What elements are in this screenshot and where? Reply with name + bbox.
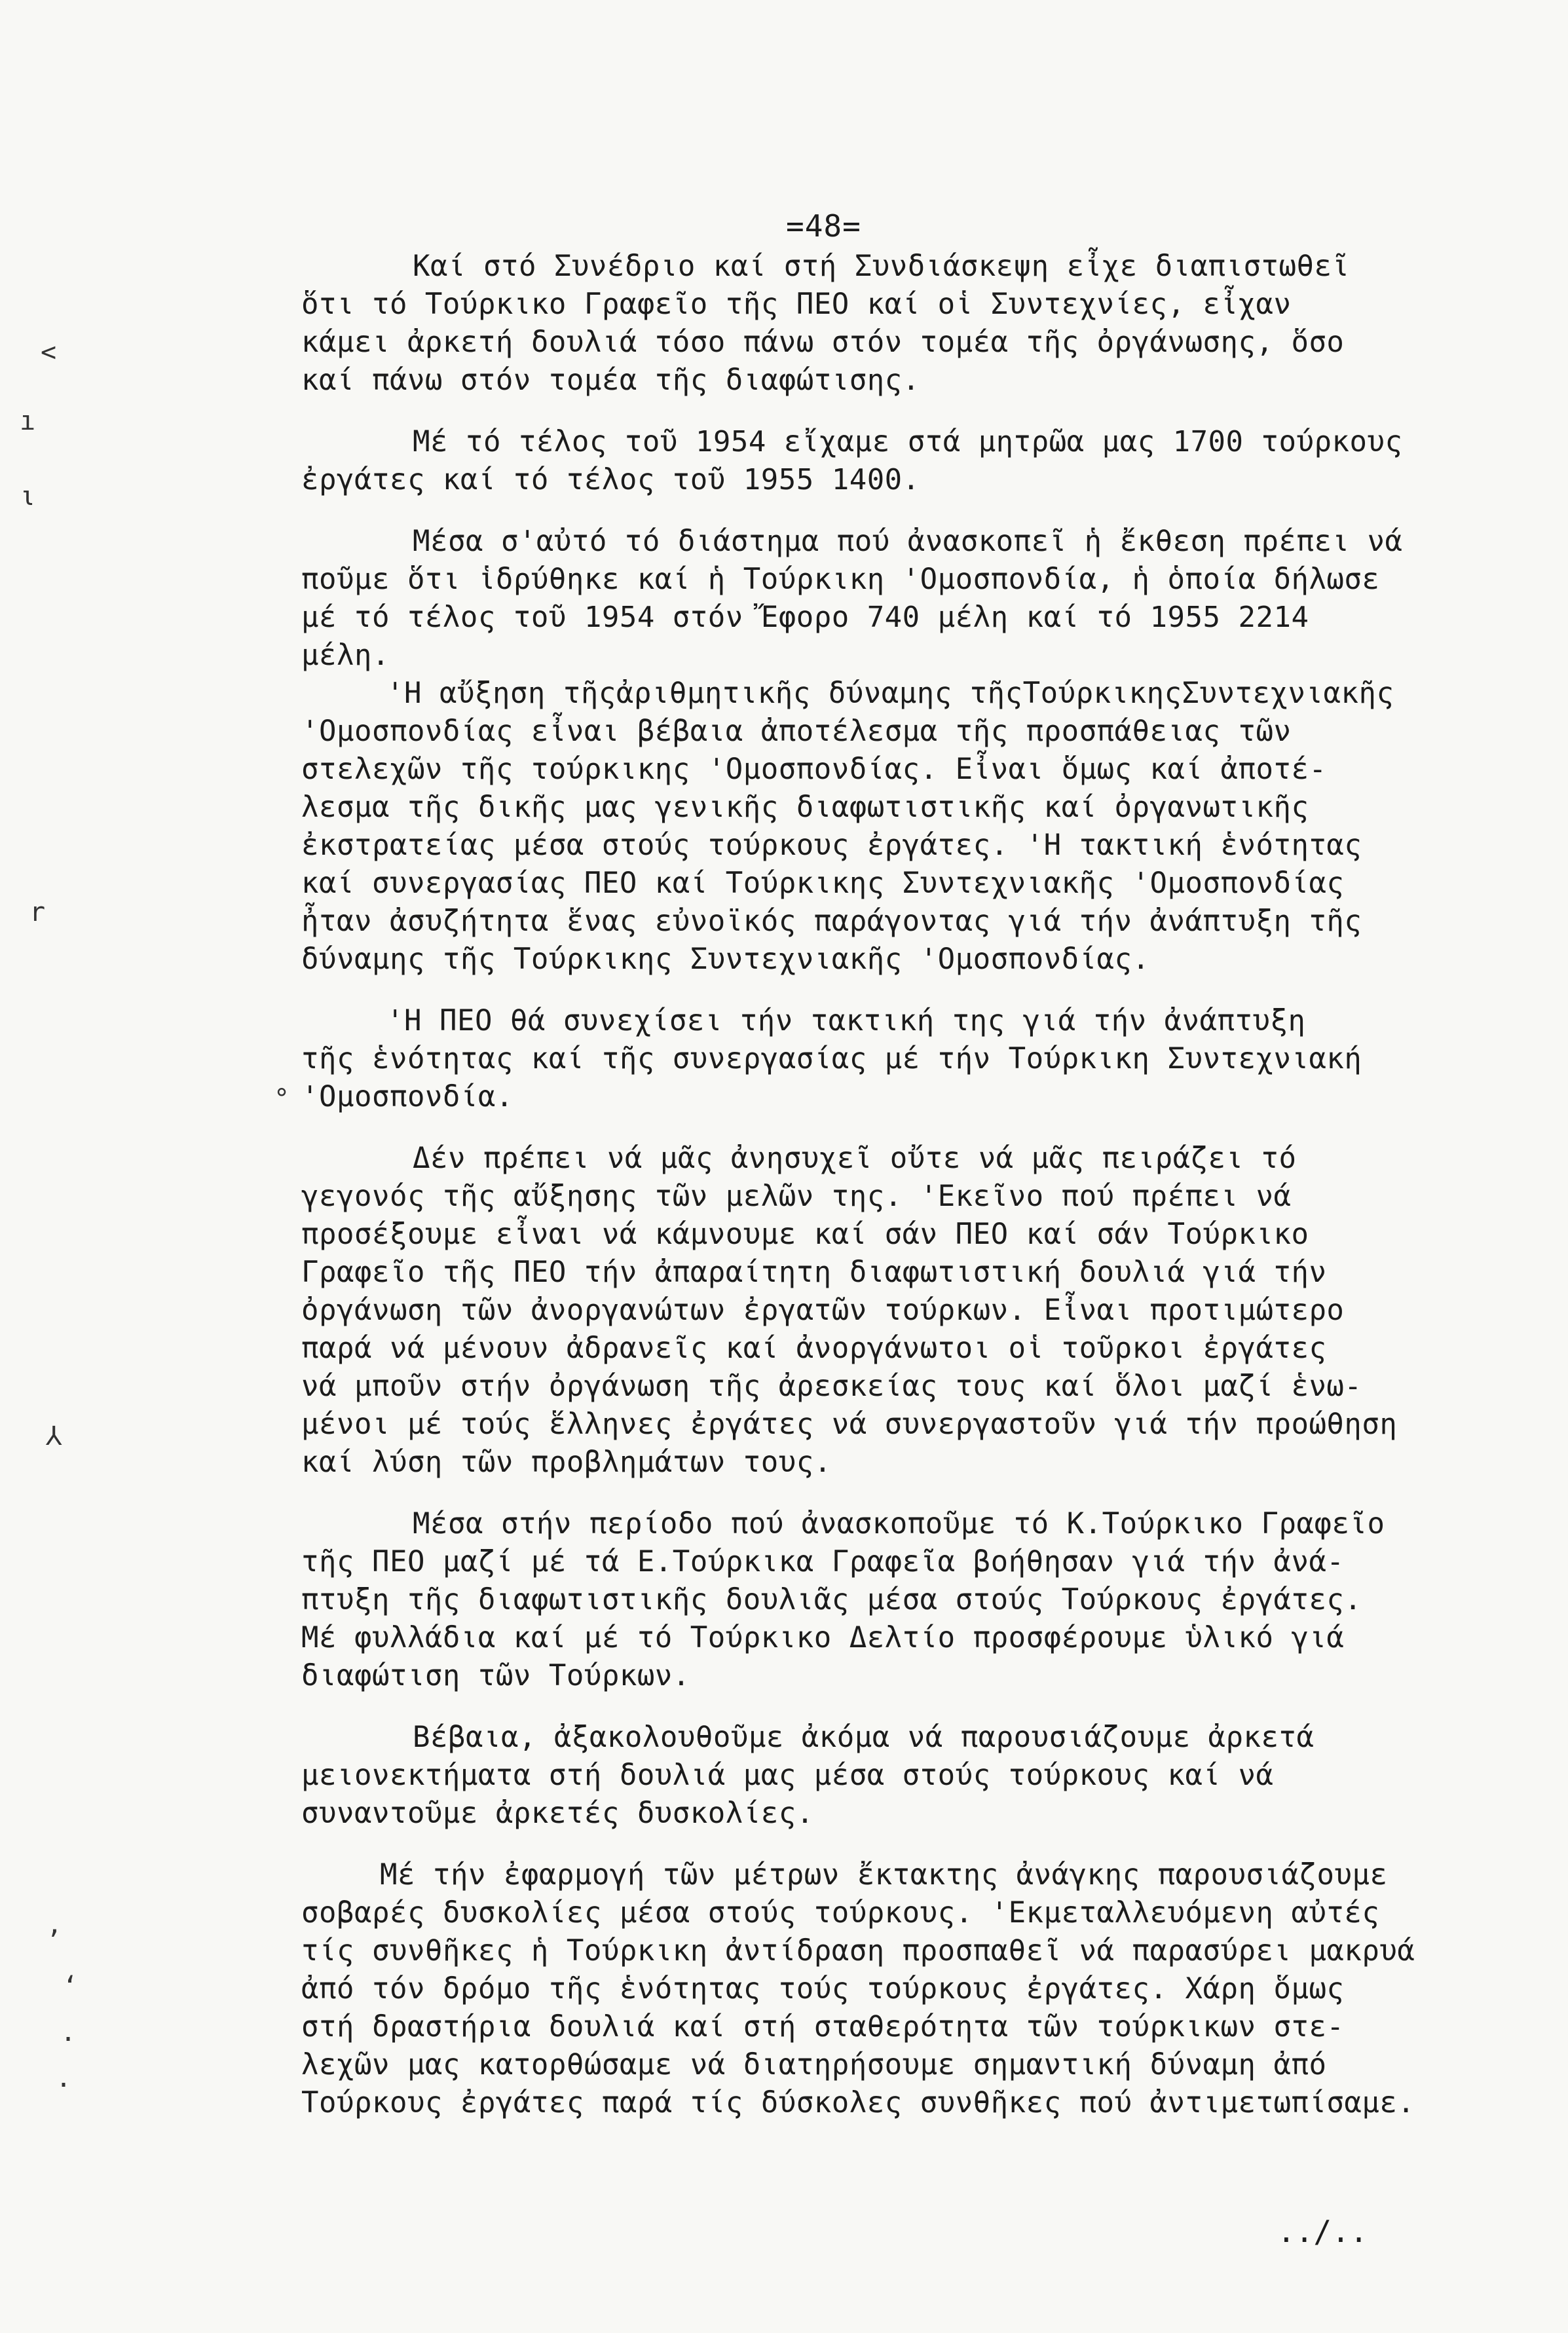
text-line: μειονεκτήματα στή δουλιά μας μέσα στούς τούρκους καί νά xyxy=(301,1759,1274,1792)
text-line: καί πάνω στόν τομέα τῆς διαφώτισης. xyxy=(301,364,920,397)
margin-mark: ⅄ xyxy=(46,1421,62,1451)
paragraph-2 xyxy=(301,423,1546,499)
body-text xyxy=(301,248,1546,2146)
text-line: συναντοῦμε ἀρκετές δυσκολίες. xyxy=(301,1797,814,1830)
text-line: Καί στό Συνέδριο καί στή Συνδιάσκεψη εἶχε διαπιστωθεῖ xyxy=(413,250,1350,283)
text-line: ἐκστρατείας μέσα στούς τούρκους ἐργάτες. 'Η τακτική ἑνότητας xyxy=(301,829,1362,862)
text-line: παρά νά μένουν ἀδρανεῖς καί ἀνοργάνωτοι οἱ τοῦρκοι ἐργάτες xyxy=(301,1332,1327,1365)
text-line: τῆς ΠΕΟ μαζί μέ τά Ε.Τούρκικα Γραφεῖα βοήθησαν γιά τήν ἀνά- xyxy=(301,1545,1345,1578)
paragraph-6 xyxy=(301,1505,1546,1695)
text-line: στή δραστήρια δουλιά καί στή σταθερότητα τῶν τούρκικων στε- xyxy=(301,2010,1345,2044)
text-line: τῆς ἑνότητας καί τῆς συνεργασίας μέ τήν Τούρκικη Συντεχνιακή xyxy=(301,1042,1362,1075)
paragraph-7 xyxy=(301,1719,1546,1833)
text-line: τίς συνθῆκες ἡ Τούρκικη ἀντίδραση προσπαθεῖ νά παρασύρει μακρυά xyxy=(301,1934,1415,1968)
text-line: Μέ τό τέλος τοῦ 1954 εἴχαμε στά μητρῶα μας 1700 τούρκους xyxy=(413,425,1403,458)
text-line: ὅτι τό Τούρκικο Γραφεῖο τῆς ΠΕΟ καί οἱ Συντεχνίες, εἶχαν xyxy=(301,288,1292,321)
paragraph-1 xyxy=(301,248,1546,400)
paragraph-4 xyxy=(301,1002,1546,1116)
margin-mark: ι xyxy=(20,481,36,512)
text-line: πτυξη τῆς διαφωτιστικῆς δουλιᾶς μέσα στούς Τούρκους ἐργάτες. xyxy=(301,1583,1362,1616)
text-line: διαφώτιση τῶν Τούρκων. xyxy=(301,1659,690,1692)
text-line: Μέ φυλλάδια καί μέ τό Τούρκικο Δελτίο προσφέρουμε ὑλικό γιά xyxy=(301,1621,1345,1654)
text-line: στελεχῶν τῆς τούρκικης 'Ομοσπονδίας. Εἶναι ὅμως καί ἀποτέ- xyxy=(301,753,1327,786)
text-line: Τούρκους ἐργάτες παρά τίς δύσκολες συνθῆκες πού ἀντιμετωπίσαμε. xyxy=(301,2086,1415,2119)
text-line: 'Η αὔξηση τῆςἀριθμητικῆς δύναμης τῆςΤούρκικηςΣυντεχνιακῆς xyxy=(386,677,1394,710)
margin-mark: ʻ xyxy=(62,1971,79,2002)
text-line: καί συνεργασίας ΠΕΟ καί Τούρκικης Συντεχνιακῆς 'Ομοσπονδίας xyxy=(301,867,1345,900)
margin-mark: ° xyxy=(274,1084,290,1114)
text-line: ὀργάνωση τῶν ἀνοργανώτων ἐργατῶν τούρκων. Εἶναι προτιμώτερο xyxy=(301,1294,1345,1327)
paragraph-5 xyxy=(301,1140,1546,1482)
page-number: =48= xyxy=(786,208,861,244)
text-line: προσέξουμε εἶναι νά κάμνουμε καί σάν ΠΕΟ καί σάν Τούρκικο xyxy=(301,1218,1309,1251)
text-line: 'Η ΠΕΟ θά συνεχίσει τήν τακτική της γιά τήν ἀνάπτυξη xyxy=(386,1004,1306,1037)
text-line: Μέ τήν ἐφαρμογή τῶν μέτρων ἔκτακτης ἀνάγκης παρουσιάζουμε xyxy=(380,1858,1388,1892)
text-line: καί λύση τῶν προβλημάτων τους. xyxy=(301,1446,832,1479)
text-line: νά μποῦν στήν ὀργάνωση τῆς ἀρεσκείας τους καί ὅλοι μαζί ἑνω- xyxy=(301,1370,1362,1403)
text-line: μέ τό τέλος τοῦ 1954 στόν Ἔφορο 740 μέλη καί τό 1955 2214 xyxy=(301,601,1309,634)
margin-mark: ʼ xyxy=(46,1926,62,1956)
text-line: γεγονός τῆς αὔξησης τῶν μελῶν της. 'Εκεῖνο πού πρέπει νά xyxy=(301,1180,1292,1213)
continuation-mark: ../.. xyxy=(1277,2214,1368,2249)
text-line: ἀπό τόν δρόμο τῆς ἑνότητας τούς τούρκους ἐργάτες. Χάρη ὅμως xyxy=(301,1972,1345,2006)
text-line: κάμει ἀρκετή δουλιά τόσο πάνω στόν τομέα τῆς ὀργάνωσης, ὅσο xyxy=(301,326,1345,359)
text-line: 'Ομοσπονδίας εἶναι βέβαια ἀποτέλεσμα τῆς προσπάθειας τῶν xyxy=(301,715,1292,748)
margin-mark: . xyxy=(60,2017,77,2047)
text-line: Δέν πρέπει νά μᾶς ἀνησυχεῖ οὔτε νά μᾶς πειράζει τό xyxy=(413,1142,1297,1175)
margin-mark: ı xyxy=(20,406,36,436)
paragraph-8 xyxy=(301,1856,1546,2122)
text-line: Βέβαια, ἀξακολουθοῦμε ἀκόμα νά παρουσιάζουμε ἀρκετά xyxy=(413,1721,1315,1754)
margin-mark: < xyxy=(41,337,57,367)
text-line: 'Ομοσπονδία. xyxy=(301,1080,513,1113)
text-line: ἐργάτες καί τό τέλος τοῦ 1955 1400. xyxy=(301,463,920,496)
text-line: λεσμα τῆς δικῆς μας γενικῆς διαφωτιστικῆς καί ὀργανωτικῆς xyxy=(301,791,1309,824)
text-line: ποῦμε ὅτι ἱδρύθηκε καί ἡ Τούρκικη 'Ομοσπονδία, ἡ ὁποία δήλωσε xyxy=(301,563,1380,596)
paragraph-3 xyxy=(301,523,1546,979)
text-line: μένοι μέ τούς ἕλληνες ἐργάτες νά συνεργαστοῦν γιά τήν προώθηση xyxy=(301,1408,1398,1441)
text-line: ἦταν ἀσυζήτητα ἕνας εὐνοϊκός παράγοντας γιά τήν ἀνάπτυξη τῆς xyxy=(301,905,1362,938)
margin-mark: r xyxy=(29,897,46,927)
text-line: Μέσα σ'αὐτό τό διάστημα πού ἀνασκοπεῖ ἡ ἔκθεση πρέπει νά xyxy=(413,525,1403,558)
margin-mark: . xyxy=(56,2063,72,2093)
text-line: μέλη. xyxy=(301,639,390,672)
text-line: λεχῶν μας κατορθώσαμε νά διατηρήσουμε σημαντική δύναμη ἀπό xyxy=(301,2048,1327,2081)
text-line: Μέσα στήν περίοδο πού ἀνασκοποῦμε τό Κ.Τούρκικο Γραφεῖο xyxy=(413,1507,1385,1540)
text-line: σοβαρές δυσκολίες μέσα στούς τούρκους. 'Εκμεταλλευόμενη αὐτές xyxy=(301,1896,1380,1930)
text-line: δύναμης τῆς Τούρκικης Συντεχνιακῆς 'Ομοσπονδίας. xyxy=(301,943,1150,976)
text-line: Γραφεῖο τῆς ΠΕΟ τήν ἀπαραίτητη διαφωτιστική δουλιά γιά τήν xyxy=(301,1256,1327,1289)
